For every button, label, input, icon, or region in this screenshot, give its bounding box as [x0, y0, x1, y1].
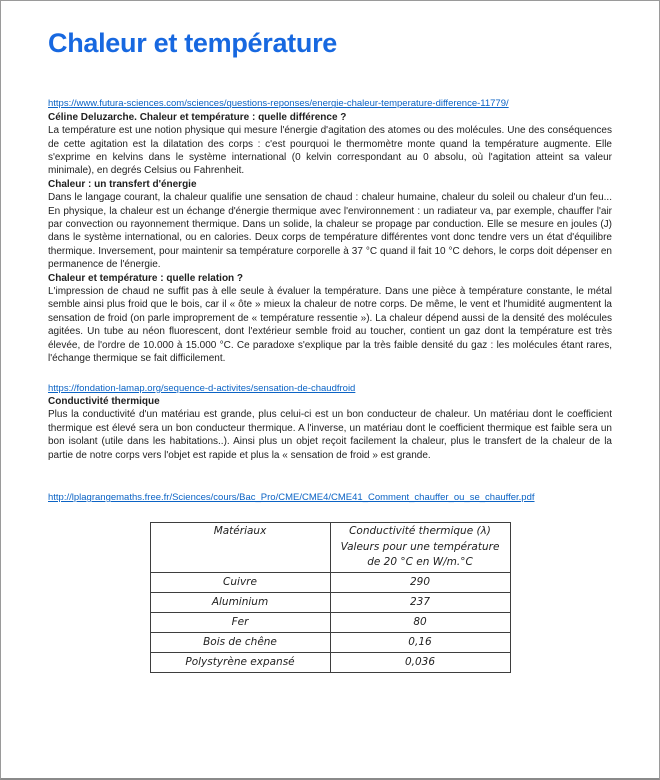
conductivity-header-line2: Valeurs pour une température: [340, 540, 500, 553]
material-cell: Polystyrène expansé: [150, 652, 330, 672]
section-conductivite: [48, 395, 612, 462]
section-body-difference: La température est une notion physique qui mesure l'énergie d'agitation des atomes ou des molécules. Une des conséquences de cette agitation est la dilatation des corps : c'est pourquoi le thermomètre monte quand la température augmente. Elle s'exprime en kelvins dans le système international (0 kelvin correspondant au 0 absolu, où l'agitation atteint sa valeur minimale), en degrés Celsius ou Fahrenheit.: [48, 125, 612, 177]
table-row: [150, 632, 510, 652]
value-cell: 237: [330, 592, 510, 612]
value-cell: 0,036: [330, 652, 510, 672]
section-relation: [48, 272, 612, 366]
material-cell: Aluminium: [150, 592, 330, 612]
material-cell: Bois de chêne: [150, 632, 330, 652]
section-difference: [48, 111, 612, 178]
value-cell: 290: [330, 572, 510, 592]
table-row: [150, 652, 510, 672]
table-row: [150, 612, 510, 632]
page-title: Chaleur et température: [48, 28, 337, 58]
link-futura-sciences[interactable]: https://www.futura-sciences.com/sciences/questions-reponses/energie-chaleur-temperature-difference-11779/: [48, 98, 509, 110]
link-fondation-lamap[interactable]: https://fondation-lamap.org/sequence-d-activites/sensation-de-chaudfroid: [48, 382, 356, 394]
column-header-conductivity: [330, 523, 510, 573]
table-header-row: [150, 523, 510, 573]
section-heading-difference: Céline Deluzarche. Chaleur et température : quelle différence ?: [48, 111, 347, 123]
spacer: [48, 366, 612, 382]
section-body-conductivite: Plus la conductivité d'un matériau est grande, plus celui-ci est un bon conducteur de chaleur. Un matériau dont le coefficient thermique est élevé sera un bon conducteur thermique. A l'inverse, un matériau dont le coefficient thermique est faible sera un bon isolant (utile dans les habitations..). Ainsi plus un objet reçoit facilement la chaleur, plus le transfert de la chaleur de la partie de notre corps vers l'objet est rapide et plus la « sensation de froid » est grande.: [48, 409, 612, 461]
section-transfert-energie: [48, 178, 612, 272]
link-lplagrangemaths-pdf[interactable]: http://lplagrangemaths.free.fr/Sciences/cours/Bac_Pro/CME/CME4/CME41_Comment_chauffer_ou_se_chauffer.pdf: [48, 491, 535, 503]
material-cell: Fer: [150, 612, 330, 632]
section-body-relation: L'impression de chaud ne suffit pas à elle seule à évaluer la température. Dans une pièce à température constante, le métal semble ainsi plus froid que le bois, car il « ôte » mieux la chaleur de notre corps. De même, le vent et l'humidité augmentent la sensation de froid (on parle improprement de « température ressentie »). La chaleur dépend aussi de la densité des molécules agitées. Un tube au néon fluorescent, dont l'extérieur semble froid au toucher, contient un gaz dont la température est très élevée, de l'ordre de 10.000 à 15.000 °C. Ce paradoxe s'explique par la très faible densité du gaz : les molécules étant rares, l'échange thermique se fait difficilement.: [48, 286, 612, 365]
table-row: [150, 572, 510, 592]
spacer: [48, 462, 612, 491]
table-row: [150, 592, 510, 612]
column-header-materials: [150, 523, 330, 573]
section-heading-transfert: Chaleur : un transfert d'énergie: [48, 178, 197, 190]
materials-header-label: Matériaux: [213, 525, 267, 538]
section-heading-conductivite: Conductivité thermique: [48, 395, 160, 407]
material-cell: Cuivre: [150, 572, 330, 592]
value-cell: 80: [330, 612, 510, 632]
conductivity-header-line1: Conductivité thermique (λ): [349, 525, 491, 538]
value-cell: 0,16: [330, 632, 510, 652]
conductivity-header-line3: de 20 °C en W/m.°C: [367, 556, 473, 569]
section-heading-relation: Chaleur et température : quelle relation ?: [48, 272, 244, 284]
conductivity-table: [150, 522, 511, 673]
section-body-transfert: Dans le langage courant, la chaleur qualifie une sensation de chaud : chaleur humaine, chaleur du soleil ou chaleur d'un feu... En physique, la chaleur est un échange d'énergie thermique avec l'environnement : un radiateur va, par exemple, chauffer l'air par convection ou rayonnement thermique. Dans un solide, la chaleur se propage par conduction. Elle se mesure en joules (J) dans le système international, ou en calories. Deux corps de température différentes vont donc tendre vers un état d'équilibre thermique. Inversement, pour maintenir sa température corporelle à 37 °C quand il fait 10 °C dehors, le corps doit dépenser en permanence de l'énergie.: [48, 192, 612, 271]
